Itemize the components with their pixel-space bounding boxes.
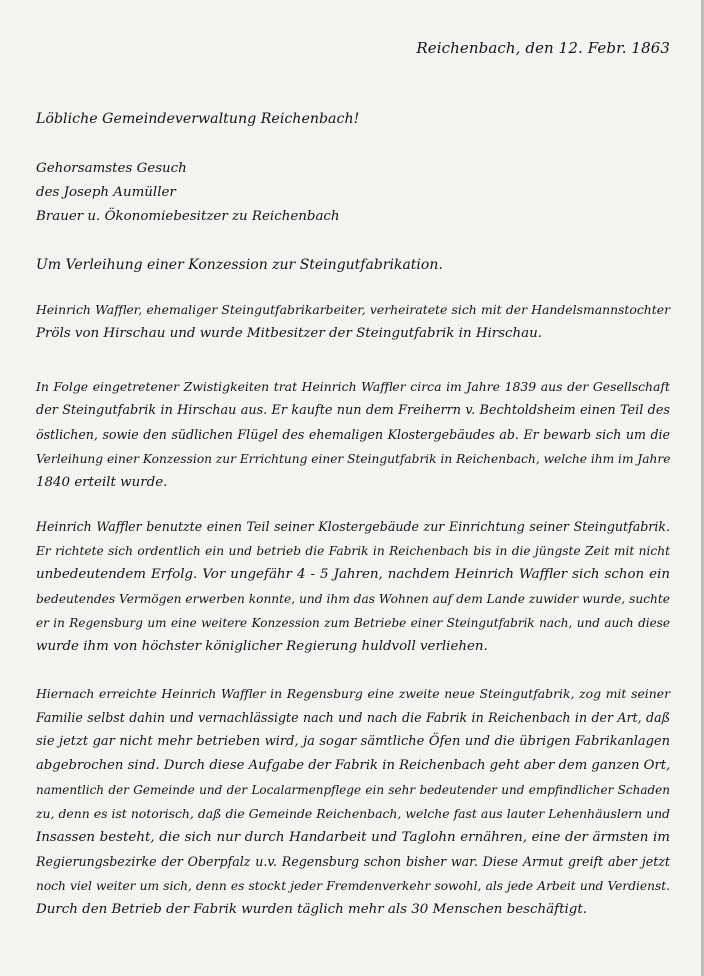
paragraph-line: sie jetzt gar nicht mehr betrieben wird, ja sogar sämtliche Öfen und die übrigen Fabrikanlagen [36, 734, 670, 749]
paragraph-line: Heinrich Waffler benutzte einen Teil seiner Klostergebäude zur Einrichtung seiner Steingutfabrik. [36, 519, 670, 534]
paragraph-2 [36, 375, 670, 495]
paragraph-line: zu, denn es ist notorisch, daß die Gemeinde Reichenbach, welche fast aus lauter Lehenhäuslern und [36, 806, 670, 821]
paragraph-3 [36, 515, 670, 659]
petition-line: Gehorsamstes Gesuch [36, 161, 187, 176]
paragraph-line: der Steingutfabrik in Hirschau aus. Er kaufte nun dem Freiherrn v. Bechtoldsheim einen Teil des [36, 403, 670, 418]
paragraph-line: unbedeutendem Erfolg. Vor ungefähr 4 - 5 Jahren, nachdem Heinrich Waffler sich schon ein [36, 567, 670, 582]
subject-text: Um Verleihung einer Konzession zur Steingutfabrikation. [36, 257, 443, 273]
paragraph-line: Heinrich Waffler, ehemaliger Steingutfabrikarbeiter, verheiratete sich mit der Handelsmannstochter [36, 302, 670, 317]
paragraph-line: Familie selbst dahin und vernachlässigte nach und nach die Fabrik in Reichenbach in der Art, daß [36, 710, 670, 725]
petition-header [36, 157, 670, 229]
paragraph-line: In Folge eingetretener Zwistigkeiten trat Heinrich Waffler circa im Jahre 1839 aus der Gesellschaft [36, 379, 670, 394]
paragraph-line: Hiernach erreichte Heinrich Waffler in Regensburg eine zweite neue Steingutfabrik, zog mit seiner [36, 686, 670, 701]
paragraph-line: Pröls von Hirschau und wurde Mitbesitzer der Steingutfabrik in Hirschau. [36, 326, 543, 341]
paragraph-1 [36, 298, 670, 346]
paragraph-line: er in Regensburg um eine weitere Konzession zum Betriebe einer Steingutfabrik nach, und auch diese [36, 616, 670, 630]
greeting [36, 107, 670, 131]
greeting-line: Löbliche Gemeindeverwaltung Reichenbach! [36, 111, 360, 127]
paragraph-line: Insassen besteht, die sich nur durch Handarbeit und Taglohn ernähren, eine der ärmsten im [36, 830, 670, 845]
paragraph-line: Regierungsbezirke der Oberpfalz u.v. Regensburg schon bisher war. Diese Armut greift aber jetzt [36, 854, 670, 869]
paragraph-line: 1840 erteilt wurde. [36, 475, 168, 490]
paragraph-line: abgebrochen sind. Durch diese Aufgabe der Fabrik in Reichenbach geht aber dem ganzen Ort, [36, 758, 671, 773]
place-date: Reichenbach, den 12. Febr. 1863 [416, 39, 670, 57]
paragraph-line: bedeutendes Vermögen erwerben konnte, und ihm das Wohnen auf dem Lande zuwider wurde, suchte [36, 592, 670, 606]
paragraph-line: noch viel weiter um sich, denn es stockt jeder Fremdenverkehr sowohl, als jede Arbeit und Verdienst. [36, 879, 670, 893]
paragraph-line: östlichen, sowie den südlichen Flügel des ehemaligen Klostergebäudes ab. Er bewarb sich um die [36, 427, 670, 442]
paragraph-line: Durch den Betrieb der Fabrik wurden täglich mehr als 30 Menschen beschäftigt. [36, 902, 587, 917]
paragraph-line: Er richtete sich ordentlich ein und betrieb die Fabrik in Reichenbach bis in die jüngste Zeit mit nicht [36, 544, 670, 558]
paragraph-4 [36, 682, 670, 922]
petition-line: des Joseph Aumüller [36, 185, 176, 200]
paragraph-line: wurde ihm von höchster königlicher Regierung huldvoll verliehen. [36, 639, 488, 654]
paragraph-line: namentlich der Gemeinde und der Localarmenpflege ein sehr bedeutender und empfindlicher Schaden [36, 783, 670, 797]
subject-line [36, 253, 670, 277]
petition-line: Brauer u. Ökonomiebesitzer zu Reichenbach [36, 209, 340, 224]
paragraph-line: Verleihung einer Konzession zur Errichtung einer Steingutfabrik in Reichenbach, welche ihm im Jahre [36, 452, 671, 466]
